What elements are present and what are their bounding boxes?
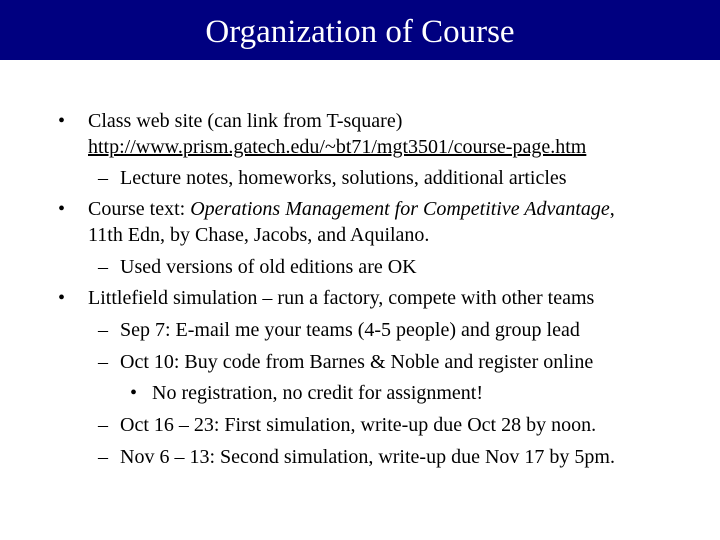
course-text-comma: , bbox=[609, 198, 615, 220]
sub-lecture-notes: Lecture notes, homeworks, solutions, additional articles bbox=[120, 167, 567, 189]
subsub-no-registration: No registration, no credit for assignment! bbox=[152, 382, 484, 404]
dash-marker: – bbox=[98, 167, 108, 189]
sub-sep7: Sep 7: E-mail me your teams (4-5 people) and group lead bbox=[120, 319, 580, 341]
dash-marker: – bbox=[98, 351, 108, 373]
course-text-label: Course text: bbox=[88, 198, 191, 220]
bullet-marker: • bbox=[130, 382, 138, 404]
dash-marker: – bbox=[98, 319, 108, 341]
course-text-edition: 11th Edn, by Chase, Jacobs, and Aquilano. bbox=[88, 224, 430, 246]
dash-marker: – bbox=[98, 446, 108, 468]
bullet-marker: • bbox=[58, 110, 66, 132]
course-page-link[interactable]: http://www.prism.gatech.edu/~bt71/mgt3501/course-page.htm bbox=[88, 136, 587, 158]
dash-marker: – bbox=[98, 414, 108, 436]
bullet-course-text bbox=[88, 197, 615, 221]
sub-oct16: Oct 16 – 23: First simulation, write-up due Oct 28 by noon. bbox=[120, 414, 597, 436]
sub-used-versions: Used versions of old editions are OK bbox=[120, 256, 417, 278]
bullet-class-website: Class web site (can link from T-square) bbox=[88, 110, 403, 132]
slide-title: Organization of Course bbox=[205, 14, 515, 50]
bullet-marker: • bbox=[58, 287, 66, 309]
sub-oct10: Oct 10: Buy code from Barnes & Noble and register online bbox=[120, 351, 594, 373]
sub-nov6: Nov 6 – 13: Second simulation, write-up due Nov 17 by 5pm. bbox=[120, 446, 615, 468]
dash-marker: – bbox=[98, 256, 108, 278]
bullet-marker: • bbox=[58, 198, 66, 220]
bullet-littlefield: Littlefield simulation – run a factory, compete with other teams bbox=[88, 287, 595, 309]
book-title: Operations Management for Competitive Advantage bbox=[190, 198, 610, 220]
